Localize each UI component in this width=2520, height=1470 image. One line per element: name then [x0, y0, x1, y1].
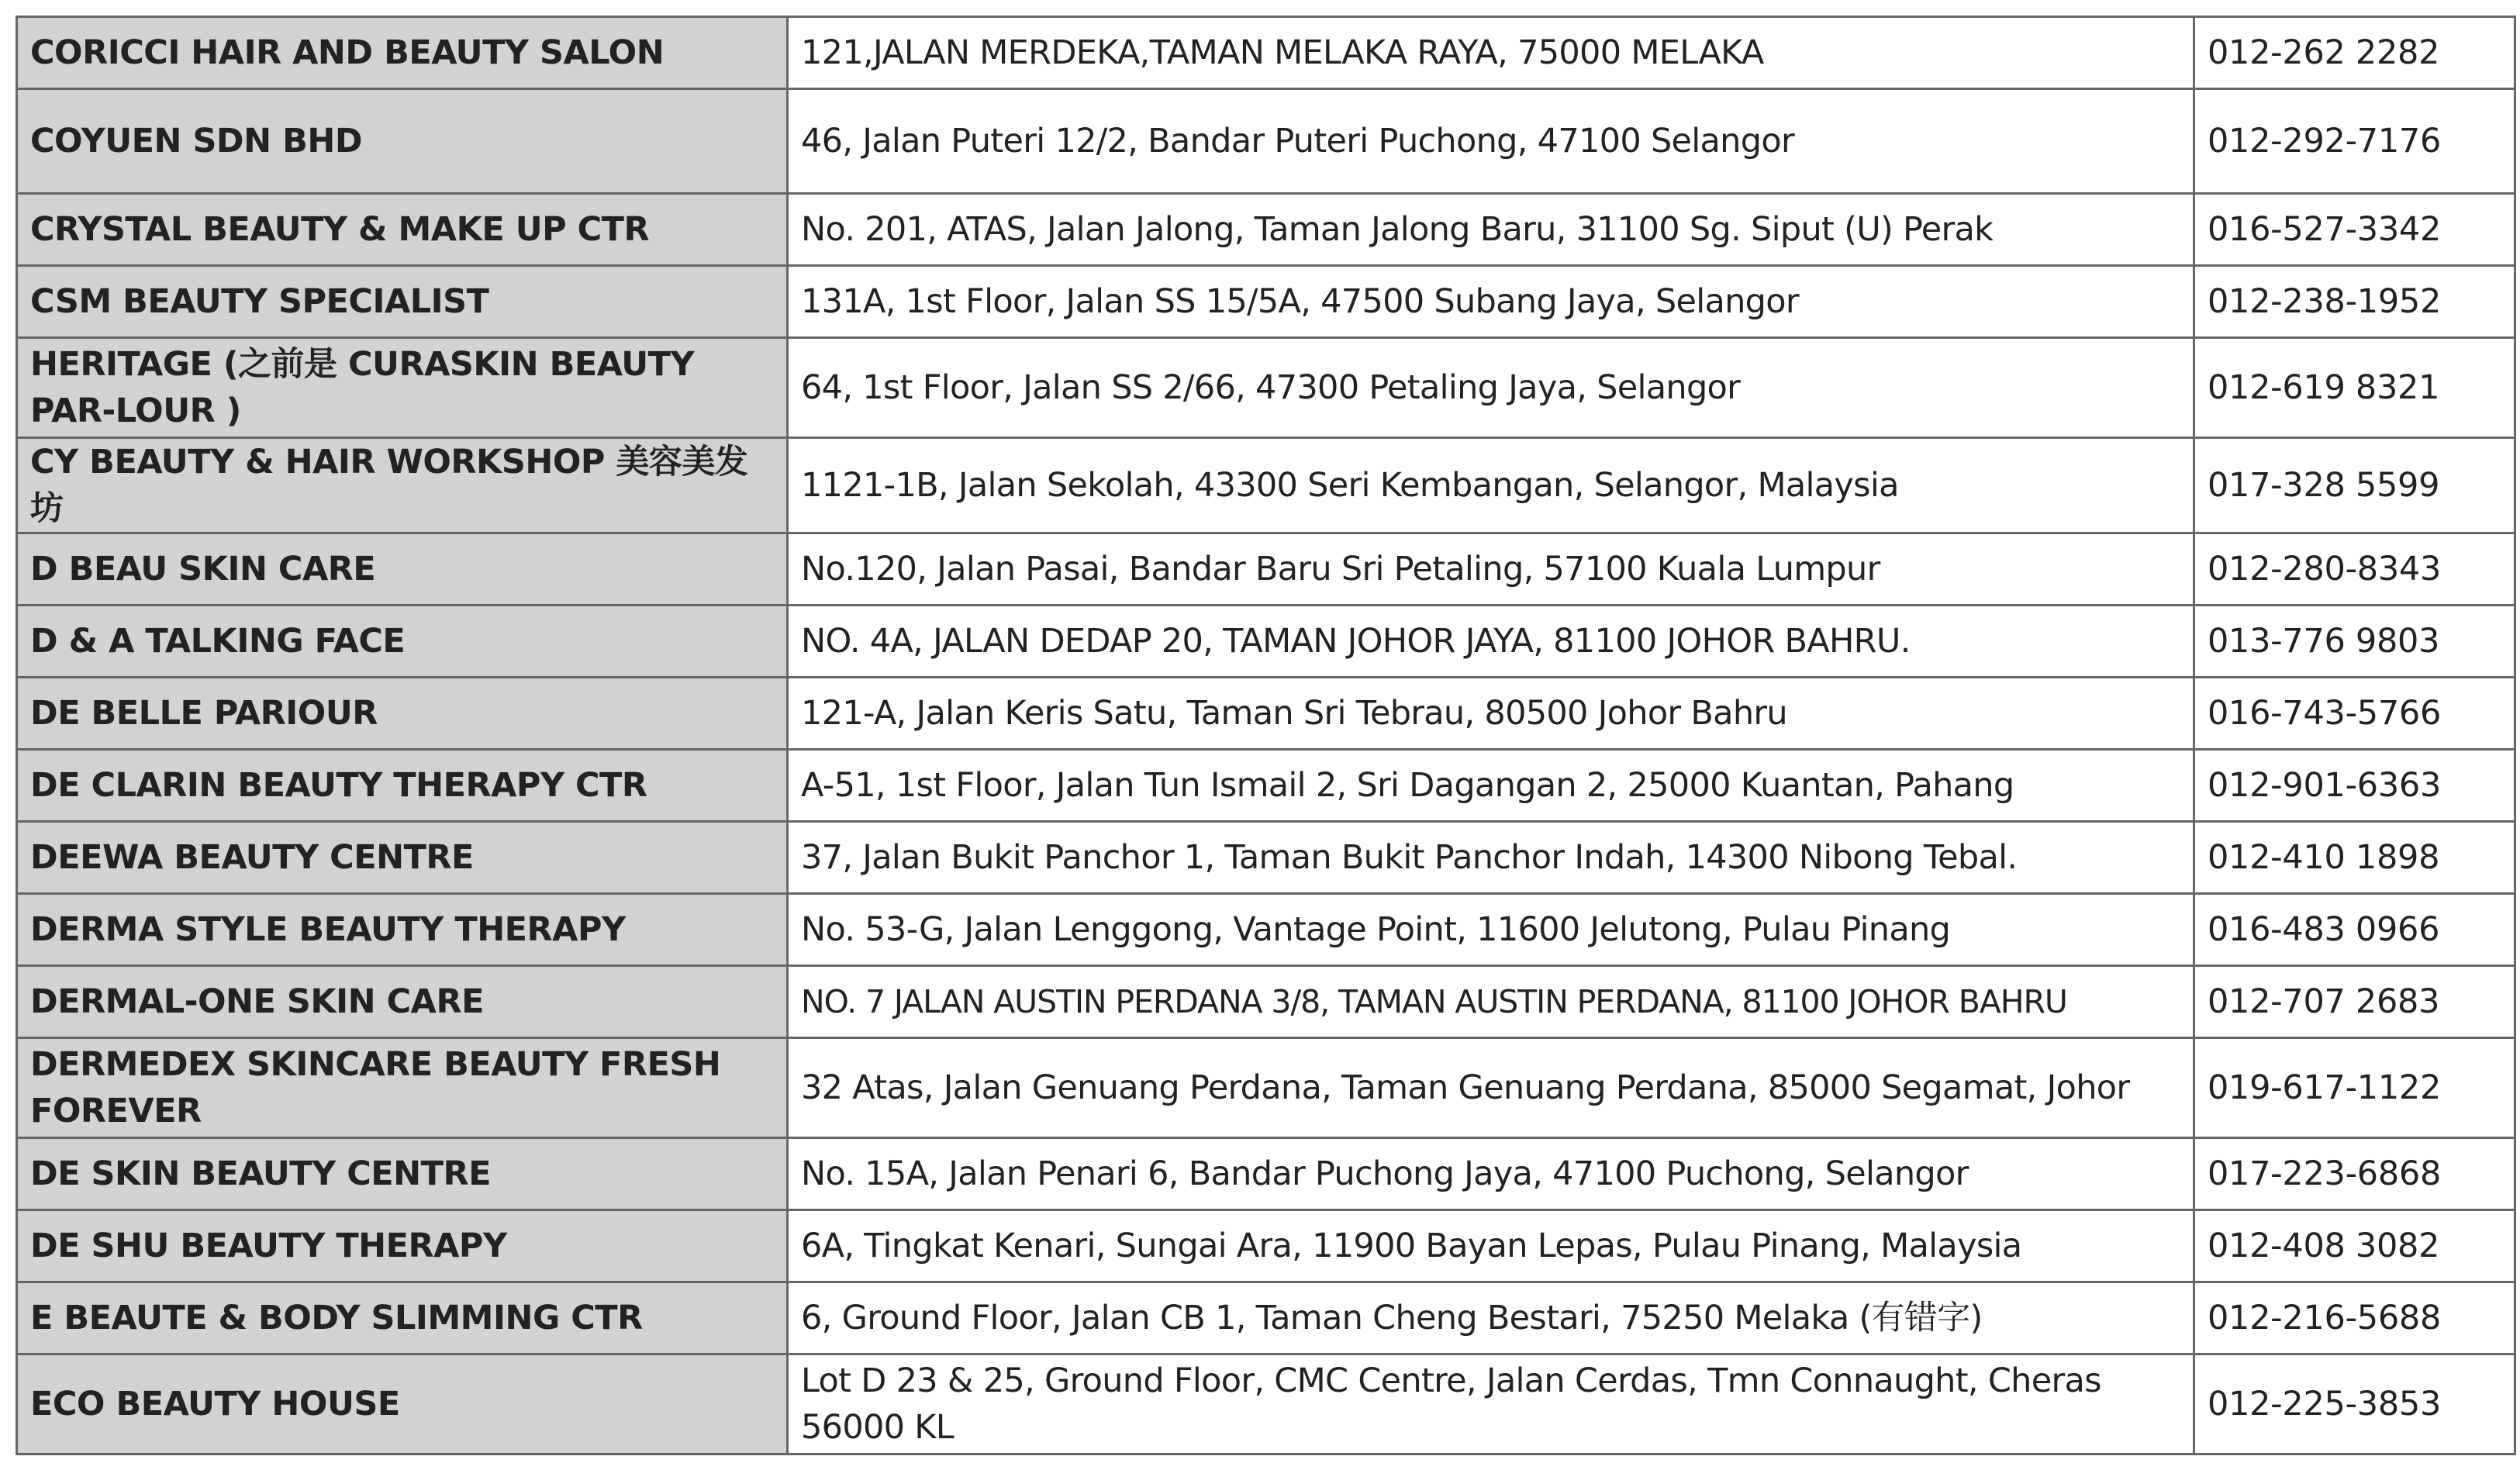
table-row [17, 533, 2515, 606]
salon-address: NO. 4A, JALAN DEDAP 20, TAMAN JOHOR JAYA, 81100 JOHOR BAHRU. [788, 606, 2194, 678]
salon-name: CRYSTAL BEAUTY & MAKE UP CTR [17, 194, 788, 266]
salon-name: DE CLARIN BEAUTY THERAPY CTR [17, 750, 788, 822]
salon-name: DE BELLE PARIOUR [17, 678, 788, 750]
salon-address: 121,JALAN MERDEKA,TAMAN MELAKA RAYA, 75000 MELAKA [788, 17, 2194, 89]
salon-address: 121-A, Jalan Keris Satu, Taman Sri Tebrau, 80500 Johor Bahru [788, 678, 2194, 750]
salon-phone: 019-617-1122 [2194, 1038, 2515, 1138]
salon-phone: 012-225-3853 [2194, 1354, 2515, 1454]
salon-address: 64, 1st Floor, Jalan SS 2/66, 47300 Petaling Jaya, Selangor [788, 338, 2194, 438]
salon-address: No. 201, ATAS, Jalan Jalong, Taman Jalong Baru, 31100 Sg. Siput (U) Perak [788, 194, 2194, 266]
salon-address: No. 53-G, Jalan Lenggong, Vantage Point, 11600 Jelutong, Pulau Pinang [788, 894, 2194, 966]
salon-name: D BEAU SKIN CARE [17, 533, 788, 606]
salon-address: 46, Jalan Puteri 12/2, Bandar Puteri Puchong, 47100 Selangor [788, 89, 2194, 194]
salon-address: 37, Jalan Bukit Panchor 1, Taman Bukit Panchor Indah, 14300 Nibong Tebal. [788, 822, 2194, 894]
table-row [17, 678, 2515, 750]
salon-address: No.120, Jalan Pasai, Bandar Baru Sri Petaling, 57100 Kuala Lumpur [788, 533, 2194, 606]
salon-name: D & A TALKING FACE [17, 606, 788, 678]
salon-address: 131A, 1st Floor, Jalan SS 15/5A, 47500 Subang Jaya, Selangor [788, 266, 2194, 338]
salon-address: 32 Atas, Jalan Genuang Perdana, Taman Genuang Perdana, 85000 Segamat, Johor [788, 1038, 2194, 1138]
salon-phone: 016-527-3342 [2194, 194, 2515, 266]
salon-name: DE SKIN BEAUTY CENTRE [17, 1138, 788, 1210]
salon-phone: 012-619 8321 [2194, 338, 2515, 438]
salon-name: DEEWA BEAUTY CENTRE [17, 822, 788, 894]
salon-phone: 012-707 2683 [2194, 966, 2515, 1038]
salon-name: DE SHU BEAUTY THERAPY [17, 1210, 788, 1282]
table-row [17, 438, 2515, 533]
table-row [17, 894, 2515, 966]
salon-name: DERMA STYLE BEAUTY THERAPY [17, 894, 788, 966]
salon-phone: 016-483 0966 [2194, 894, 2515, 966]
salon-name: CSM BEAUTY SPECIALIST [17, 266, 788, 338]
salon-address: NO. 7 JALAN AUSTIN PERDANA 3/8, TAMAN AUSTIN PERDANA, 81100 JOHOR BAHRU [788, 966, 2194, 1038]
table-row [17, 17, 2515, 89]
table-row [17, 1038, 2515, 1138]
salon-address: 1121-1B, Jalan Sekolah, 43300 Seri Kembangan, Selangor, Malaysia [788, 438, 2194, 533]
table-row [17, 822, 2515, 894]
salon-name: ECO BEAUTY HOUSE [17, 1354, 788, 1454]
table-row [17, 1210, 2515, 1282]
table-row [17, 966, 2515, 1038]
table-row [17, 750, 2515, 822]
salon-phone: 012-901-6363 [2194, 750, 2515, 822]
salon-name: DERMAL-ONE SKIN CARE [17, 966, 788, 1038]
salon-name: E BEAUTE & BODY SLIMMING CTR [17, 1282, 788, 1354]
salon-address: 6, Ground Floor, Jalan CB 1, Taman Cheng Bestari, 75250 Melaka (有错字) [788, 1282, 2194, 1354]
salon-phone: 012-292-7176 [2194, 89, 2515, 194]
salon-name: COYUEN SDN BHD [17, 89, 788, 194]
table-row [17, 194, 2515, 266]
salon-phone: 012-262 2282 [2194, 17, 2515, 89]
salon-phone: 017-328 5599 [2194, 438, 2515, 533]
salon-name: HERITAGE (之前是 CURASKIN BEAUTY PAR-LOUR ) [17, 338, 788, 438]
salon-phone: 012-408 3082 [2194, 1210, 2515, 1282]
table-row [17, 1282, 2515, 1354]
salon-phone: 012-216-5688 [2194, 1282, 2515, 1354]
salon-phone: 012-238-1952 [2194, 266, 2515, 338]
table-row [17, 1138, 2515, 1210]
salon-phone: 016-743-5766 [2194, 678, 2515, 750]
salon-address: No. 15A, Jalan Penari 6, Bandar Puchong Jaya, 47100 Puchong, Selangor [788, 1138, 2194, 1210]
salon-name: CY BEAUTY & HAIR WORKSHOP 美容美发坊 [17, 438, 788, 533]
salon-phone: 012-410 1898 [2194, 822, 2515, 894]
salon-phone: 017-223-6868 [2194, 1138, 2515, 1210]
salon-name: DERMEDEX SKINCARE BEAUTY FRESH FOREVER [17, 1038, 788, 1138]
table-row [17, 1354, 2515, 1454]
table-row [17, 338, 2515, 438]
salon-name: CORICCI HAIR AND BEAUTY SALON [17, 17, 788, 89]
salon-address: 6A, Tingkat Kenari, Sungai Ara, 11900 Bayan Lepas, Pulau Pinang, Malaysia [788, 1210, 2194, 1282]
salon-address: Lot D 23 & 25, Ground Floor, CMC Centre, Jalan Cerdas, Tmn Connaught, Cheras 56000 KL [788, 1354, 2194, 1454]
table-row [17, 266, 2515, 338]
salon-directory [16, 16, 2514, 1455]
table-row [17, 606, 2515, 678]
salon-phone: 012-280-8343 [2194, 533, 2515, 606]
salon-phone: 013-776 9803 [2194, 606, 2515, 678]
salon-address: A-51, 1st Floor, Jalan Tun Ismail 2, Sri Dagangan 2, 25000 Kuantan, Pahang [788, 750, 2194, 822]
table-row [17, 89, 2515, 194]
salon-directory-table [16, 16, 2516, 1455]
